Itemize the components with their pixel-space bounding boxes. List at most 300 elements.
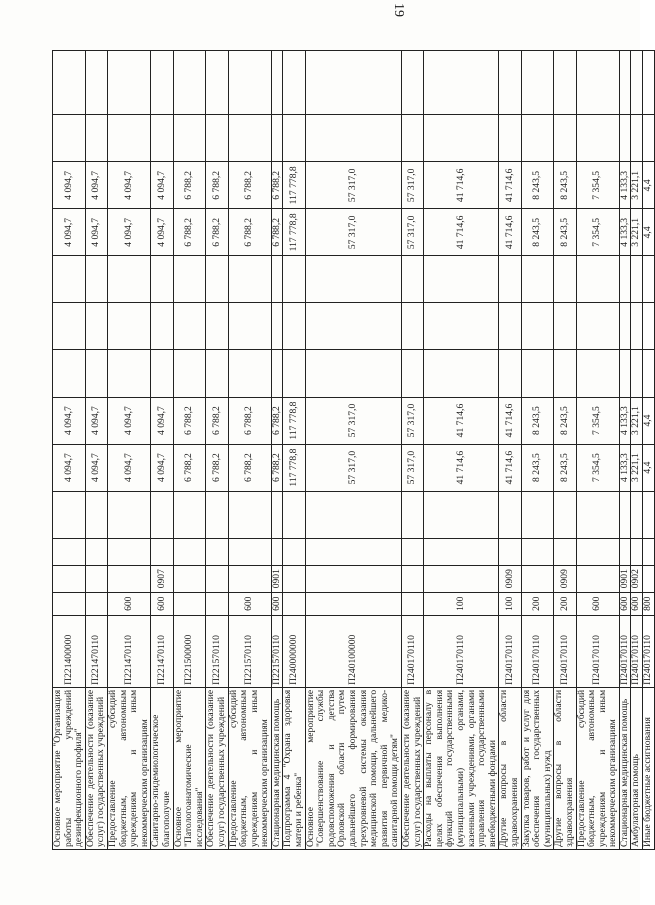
row-empty-cell <box>151 350 173 397</box>
row-empty-cell <box>619 115 631 162</box>
row-csr-cell: П221570110 <box>271 615 283 687</box>
row-value-cell: 6 788,2 <box>271 397 283 444</box>
row-csr-cell: П221570110 <box>206 615 228 687</box>
row-value-cell: 3 221,1 <box>631 162 643 209</box>
row-empty-cell <box>499 491 521 538</box>
row-empty-cell <box>228 538 271 565</box>
row-value-cell: 117 778,8 <box>283 209 305 256</box>
row-empty-cell <box>173 538 206 565</box>
row-empty-cell <box>107 491 150 538</box>
row-empty-cell <box>643 256 655 303</box>
row-empty-cell <box>85 256 107 303</box>
row-csr-cell: П240170110 <box>631 615 643 687</box>
table-row <box>151 51 173 850</box>
row-csr-cell: П240170110 <box>402 615 424 687</box>
row-empty-cell <box>631 350 643 397</box>
row-rz-cell: 0902 <box>631 565 643 592</box>
table-body <box>53 51 655 850</box>
row-csr-cell: П240170110 <box>554 615 576 687</box>
row-csr-cell: П221570110 <box>228 615 271 687</box>
row-empty-cell <box>424 115 499 162</box>
row-value-cell: 6 788,2 <box>173 444 206 491</box>
row-name-cell: Амбулаторная помощь <box>631 687 643 849</box>
page-number: 19 <box>391 3 406 17</box>
row-name-cell: Предоставление субсидий бюджетным, автономным учреждениям и иным некоммерческим организациям <box>107 687 150 849</box>
row-csr-cell: П240170110 <box>499 615 521 687</box>
row-value-cell: 3 221,1 <box>631 397 643 444</box>
row-empty-cell <box>619 303 631 350</box>
row-value-cell: 4 094,7 <box>85 209 107 256</box>
row-value-cell: 8 243,5 <box>521 162 554 209</box>
row-value-cell: 4,4 <box>643 162 655 209</box>
table-row <box>521 51 554 850</box>
row-empty-cell <box>554 51 576 115</box>
row-empty-cell <box>228 350 271 397</box>
table-row <box>85 51 107 850</box>
row-value-cell: 57 317,0 <box>305 397 401 444</box>
row-empty-cell <box>107 303 150 350</box>
row-empty-cell <box>499 303 521 350</box>
table-row <box>173 51 206 850</box>
row-value-cell: 8 243,5 <box>521 444 554 491</box>
row-vr-cell: 100 <box>424 592 499 615</box>
row-name-cell: Основное мероприятие "Патологоанатомические исследования" <box>173 687 206 849</box>
row-empty-cell <box>151 256 173 303</box>
row-empty-cell <box>521 350 554 397</box>
row-name-cell: Обеспечение деятельности (оказание услуг) государственных учреждений <box>402 687 424 849</box>
row-value-cell: 117 778,8 <box>283 397 305 444</box>
row-rz-cell: 0909 <box>554 565 576 592</box>
row-value-cell: 57 317,0 <box>305 444 401 491</box>
row-empty-cell <box>53 256 86 303</box>
row-empty-cell <box>643 491 655 538</box>
row-empty-cell <box>53 350 86 397</box>
row-value-cell: 8 243,5 <box>554 162 576 209</box>
table-row <box>283 51 305 850</box>
row-empty-cell <box>151 538 173 565</box>
row-name-cell: Иные бюджетные ассигнования <box>643 687 655 849</box>
row-value-cell: 8 243,5 <box>554 209 576 256</box>
row-value-cell: 57 317,0 <box>402 444 424 491</box>
row-rz-cell <box>521 565 554 592</box>
row-value-cell: 4 094,7 <box>107 444 150 491</box>
row-rz-cell <box>305 565 401 592</box>
row-empty-cell <box>228 256 271 303</box>
row-empty-cell <box>424 491 499 538</box>
row-value-cell: 41 714,6 <box>499 209 521 256</box>
table-row <box>499 51 521 850</box>
row-csr-cell: П221470110 <box>107 615 150 687</box>
row-rz-cell <box>206 565 228 592</box>
row-empty-cell <box>53 115 86 162</box>
row-empty-cell <box>521 256 554 303</box>
row-empty-cell <box>576 538 619 565</box>
row-name-cell: Стационарная медицинская помощь <box>619 687 631 849</box>
row-csr-cell: П240100000 <box>305 615 401 687</box>
row-value-cell: 57 317,0 <box>305 209 401 256</box>
row-empty-cell <box>499 51 521 115</box>
row-value-cell: 4 094,7 <box>151 397 173 444</box>
row-empty-cell <box>151 491 173 538</box>
row-empty-cell <box>271 491 283 538</box>
table-row <box>619 51 631 850</box>
row-empty-cell <box>305 538 401 565</box>
table-row <box>271 51 283 850</box>
row-csr-cell: П240170110 <box>619 615 631 687</box>
row-value-cell: 41 714,6 <box>499 397 521 444</box>
row-empty-cell <box>206 303 228 350</box>
row-value-cell: 4 094,7 <box>107 209 150 256</box>
row-vr-cell <box>402 592 424 615</box>
row-empty-cell <box>402 51 424 115</box>
row-empty-cell <box>271 256 283 303</box>
row-empty-cell <box>53 491 86 538</box>
rotated-table-container <box>52 50 654 850</box>
row-empty-cell <box>402 303 424 350</box>
row-empty-cell <box>228 491 271 538</box>
row-value-cell: 4 094,7 <box>53 397 86 444</box>
row-empty-cell <box>271 350 283 397</box>
row-value-cell: 4,4 <box>643 444 655 491</box>
row-vr-cell: 200 <box>521 592 554 615</box>
row-rz-cell: 0901 <box>619 565 631 592</box>
row-empty-cell <box>283 115 305 162</box>
row-empty-cell <box>107 350 150 397</box>
row-empty-cell <box>151 303 173 350</box>
row-rz-cell <box>173 565 206 592</box>
row-value-cell: 6 788,2 <box>228 162 271 209</box>
row-empty-cell <box>521 491 554 538</box>
row-value-cell: 41 714,6 <box>424 209 499 256</box>
row-empty-cell <box>521 538 554 565</box>
row-value-cell: 4 094,7 <box>107 162 150 209</box>
row-value-cell: 6 788,2 <box>271 209 283 256</box>
row-name-cell: Другие вопросы в области здравоохранения <box>554 687 576 849</box>
row-value-cell: 7 354,5 <box>576 209 619 256</box>
row-empty-cell <box>631 538 643 565</box>
row-empty-cell <box>305 350 401 397</box>
row-rz-cell <box>107 565 150 592</box>
row-empty-cell <box>107 51 150 115</box>
row-empty-cell <box>283 350 305 397</box>
row-empty-cell <box>305 491 401 538</box>
table-row <box>402 51 424 850</box>
row-value-cell: 3 221,1 <box>631 209 643 256</box>
table-row <box>206 51 228 850</box>
row-csr-cell: П221400000 <box>53 615 86 687</box>
row-vr-cell: 600 <box>576 592 619 615</box>
row-value-cell: 8 243,5 <box>554 444 576 491</box>
table-row <box>424 51 499 850</box>
row-empty-cell <box>206 256 228 303</box>
row-empty-cell <box>521 51 554 115</box>
row-value-cell: 6 788,2 <box>228 444 271 491</box>
row-value-cell: 4 094,7 <box>85 444 107 491</box>
row-value-cell: 4 094,7 <box>85 397 107 444</box>
row-value-cell: 6 788,2 <box>173 162 206 209</box>
row-value-cell: 6 788,2 <box>206 209 228 256</box>
row-empty-cell <box>631 256 643 303</box>
row-empty-cell <box>424 51 499 115</box>
row-csr-cell: П221470110 <box>85 615 107 687</box>
row-empty-cell <box>305 256 401 303</box>
row-empty-cell <box>206 350 228 397</box>
row-empty-cell <box>173 51 206 115</box>
row-empty-cell <box>151 51 173 115</box>
row-name-cell: Основное мероприятие "Совершенствование службы родовспоможения и детства Орловской области путем дальнейшего формирования трехуровневой системы оказания медицинской помощи, дальнейшего развития первичной медико-санитарной помощи детям" <box>305 687 401 849</box>
row-empty-cell <box>85 538 107 565</box>
row-value-cell: 4 094,7 <box>85 162 107 209</box>
row-value-cell: 4 094,7 <box>107 397 150 444</box>
row-empty-cell <box>499 256 521 303</box>
row-empty-cell <box>305 115 401 162</box>
row-value-cell: 4,4 <box>643 397 655 444</box>
row-empty-cell <box>619 538 631 565</box>
row-empty-cell <box>424 350 499 397</box>
row-name-cell: Закупка товаров, работ и услуг для обеспечения государственных (муниципальных) нужд <box>521 687 554 849</box>
row-empty-cell <box>53 303 86 350</box>
row-value-cell: 41 714,6 <box>424 444 499 491</box>
row-empty-cell <box>283 51 305 115</box>
row-empty-cell <box>619 51 631 115</box>
row-vr-cell <box>305 592 401 615</box>
row-empty-cell <box>631 115 643 162</box>
budget-table <box>52 50 655 850</box>
row-empty-cell <box>576 491 619 538</box>
row-empty-cell <box>151 115 173 162</box>
row-empty-cell <box>283 491 305 538</box>
row-empty-cell <box>499 115 521 162</box>
row-rz-cell <box>53 565 86 592</box>
row-empty-cell <box>554 491 576 538</box>
row-vr-cell: 100 <box>499 592 521 615</box>
row-empty-cell <box>631 51 643 115</box>
row-rz-cell <box>576 565 619 592</box>
row-vr-cell: 600 <box>619 592 631 615</box>
row-value-cell: 41 714,6 <box>424 397 499 444</box>
table-row <box>228 51 271 850</box>
row-value-cell: 8 243,5 <box>521 209 554 256</box>
row-empty-cell <box>402 538 424 565</box>
table-row <box>554 51 576 850</box>
row-name-cell: Обеспечение деятельности (оказание услуг) государственных учреждений <box>85 687 107 849</box>
row-rz-cell <box>85 565 107 592</box>
row-vr-cell: 600 <box>228 592 271 615</box>
row-vr-cell <box>85 592 107 615</box>
row-vr-cell: 600 <box>631 592 643 615</box>
row-value-cell: 57 317,0 <box>305 162 401 209</box>
row-empty-cell <box>499 350 521 397</box>
row-csr-cell: П221470110 <box>151 615 173 687</box>
row-csr-cell: П221500000 <box>173 615 206 687</box>
row-csr-cell: П240170110 <box>521 615 554 687</box>
table-row <box>631 51 643 850</box>
row-csr-cell: П240000000 <box>283 615 305 687</box>
row-value-cell: 6 788,2 <box>173 209 206 256</box>
row-empty-cell <box>107 538 150 565</box>
row-name-cell: Санитарно-эпидемиологическое благополучие <box>151 687 173 849</box>
row-rz-cell: 0907 <box>151 565 173 592</box>
row-vr-cell <box>283 592 305 615</box>
row-name-cell: Подпрограмма 4 "Охрана здоровья матери и ребенка" <box>283 687 305 849</box>
row-empty-cell <box>107 256 150 303</box>
row-empty-cell <box>53 51 86 115</box>
row-value-cell: 6 788,2 <box>271 162 283 209</box>
row-empty-cell <box>576 303 619 350</box>
row-vr-cell: 800 <box>643 592 655 615</box>
row-value-cell: 4 094,7 <box>151 444 173 491</box>
row-empty-cell <box>402 256 424 303</box>
table-row <box>107 51 150 850</box>
row-value-cell: 6 788,2 <box>206 162 228 209</box>
table-row <box>305 51 401 850</box>
row-empty-cell <box>271 538 283 565</box>
row-empty-cell <box>424 256 499 303</box>
row-empty-cell <box>271 115 283 162</box>
row-value-cell: 41 714,6 <box>499 162 521 209</box>
row-name-cell: Другие вопросы в области здравоохранения <box>499 687 521 849</box>
row-empty-cell <box>554 115 576 162</box>
row-rz-cell <box>643 565 655 592</box>
row-value-cell: 4 094,7 <box>151 209 173 256</box>
row-name-cell: Предоставление субсидий бюджетным, автономным учреждениям и иным некоммерческим организациям <box>576 687 619 849</box>
row-empty-cell <box>554 256 576 303</box>
row-value-cell: 8 243,5 <box>521 397 554 444</box>
row-value-cell: 4 094,7 <box>53 162 86 209</box>
row-name-cell: Предоставление субсидий бюджетным, автономным учреждениям и иным некоммерческим организациям <box>228 687 271 849</box>
row-rz-cell <box>228 565 271 592</box>
row-value-cell: 4 133,3 <box>619 444 631 491</box>
row-empty-cell <box>631 491 643 538</box>
row-rz-cell <box>283 565 305 592</box>
row-empty-cell <box>283 303 305 350</box>
row-empty-cell <box>499 538 521 565</box>
row-empty-cell <box>85 350 107 397</box>
row-empty-cell <box>576 51 619 115</box>
row-name-cell: Стационарная медицинская помощь <box>271 687 283 849</box>
table-row <box>53 51 86 850</box>
row-value-cell: 41 714,6 <box>424 162 499 209</box>
row-empty-cell <box>271 51 283 115</box>
row-empty-cell <box>576 256 619 303</box>
row-vr-cell: 600 <box>271 592 283 615</box>
row-empty-cell <box>206 51 228 115</box>
row-empty-cell <box>85 115 107 162</box>
row-rz-cell <box>424 565 499 592</box>
row-empty-cell <box>576 115 619 162</box>
row-empty-cell <box>402 350 424 397</box>
table-row <box>643 51 655 850</box>
row-csr-cell: П240170110 <box>643 615 655 687</box>
row-value-cell: 4 133,3 <box>619 209 631 256</box>
row-empty-cell <box>424 538 499 565</box>
row-empty-cell <box>643 350 655 397</box>
row-value-cell: 6 788,2 <box>228 209 271 256</box>
row-value-cell: 4 094,7 <box>53 444 86 491</box>
row-rz-cell: 0901 <box>271 565 283 592</box>
row-name-cell: Обеспечение деятельности (оказание услуг) государственных учреждений <box>206 687 228 849</box>
row-empty-cell <box>619 491 631 538</box>
row-value-cell: 117 778,8 <box>283 162 305 209</box>
row-empty-cell <box>643 538 655 565</box>
row-value-cell: 57 317,0 <box>402 397 424 444</box>
row-empty-cell <box>521 115 554 162</box>
row-empty-cell <box>85 303 107 350</box>
table-row <box>576 51 619 850</box>
row-empty-cell <box>206 115 228 162</box>
row-empty-cell <box>206 491 228 538</box>
row-value-cell: 4 133,3 <box>619 397 631 444</box>
row-empty-cell <box>228 115 271 162</box>
row-value-cell: 57 317,0 <box>402 209 424 256</box>
row-empty-cell <box>554 538 576 565</box>
row-value-cell: 6 788,2 <box>228 397 271 444</box>
row-empty-cell <box>173 350 206 397</box>
row-empty-cell <box>619 256 631 303</box>
row-empty-cell <box>283 256 305 303</box>
row-vr-cell <box>206 592 228 615</box>
row-value-cell: 4 094,7 <box>53 209 86 256</box>
row-vr-cell <box>173 592 206 615</box>
row-empty-cell <box>631 303 643 350</box>
row-empty-cell <box>305 51 401 115</box>
row-value-cell: 7 354,5 <box>576 397 619 444</box>
row-value-cell: 41 714,6 <box>499 444 521 491</box>
row-empty-cell <box>554 303 576 350</box>
row-vr-cell <box>53 592 86 615</box>
row-empty-cell <box>107 115 150 162</box>
row-vr-cell: 200 <box>554 592 576 615</box>
row-value-cell: 6 788,2 <box>271 444 283 491</box>
row-empty-cell <box>576 350 619 397</box>
row-empty-cell <box>173 256 206 303</box>
row-vr-cell: 600 <box>107 592 150 615</box>
row-empty-cell <box>173 491 206 538</box>
row-empty-cell <box>85 51 107 115</box>
row-value-cell: 4 094,7 <box>151 162 173 209</box>
row-value-cell: 6 788,2 <box>206 397 228 444</box>
row-empty-cell <box>228 303 271 350</box>
row-empty-cell <box>271 303 283 350</box>
row-empty-cell <box>424 303 499 350</box>
row-name-cell: Расходы на выплаты персоналу в целях обеспечения выполнения функций государственными (муниципальными) органами, казенными учреждениями, органами управления государственными внебюджетными фондами <box>424 687 499 849</box>
row-value-cell: 4,4 <box>643 209 655 256</box>
row-value-cell: 7 354,5 <box>576 162 619 209</box>
row-empty-cell <box>53 538 86 565</box>
row-empty-cell <box>305 303 401 350</box>
row-empty-cell <box>643 51 655 115</box>
row-empty-cell <box>402 115 424 162</box>
row-rz-cell: 0909 <box>499 565 521 592</box>
row-empty-cell <box>619 350 631 397</box>
row-value-cell: 6 788,2 <box>173 397 206 444</box>
row-empty-cell <box>643 115 655 162</box>
row-empty-cell <box>228 51 271 115</box>
row-value-cell: 8 243,5 <box>554 397 576 444</box>
row-empty-cell <box>173 115 206 162</box>
row-empty-cell <box>173 303 206 350</box>
row-csr-cell: П240170110 <box>424 615 499 687</box>
row-value-cell: 4 133,3 <box>619 162 631 209</box>
row-rz-cell <box>402 565 424 592</box>
row-empty-cell <box>554 350 576 397</box>
row-empty-cell <box>85 491 107 538</box>
row-value-cell: 57 317,0 <box>402 162 424 209</box>
row-value-cell: 6 788,2 <box>206 444 228 491</box>
row-value-cell: 117 778,8 <box>283 444 305 491</box>
row-value-cell: 7 354,5 <box>576 444 619 491</box>
row-empty-cell <box>283 538 305 565</box>
